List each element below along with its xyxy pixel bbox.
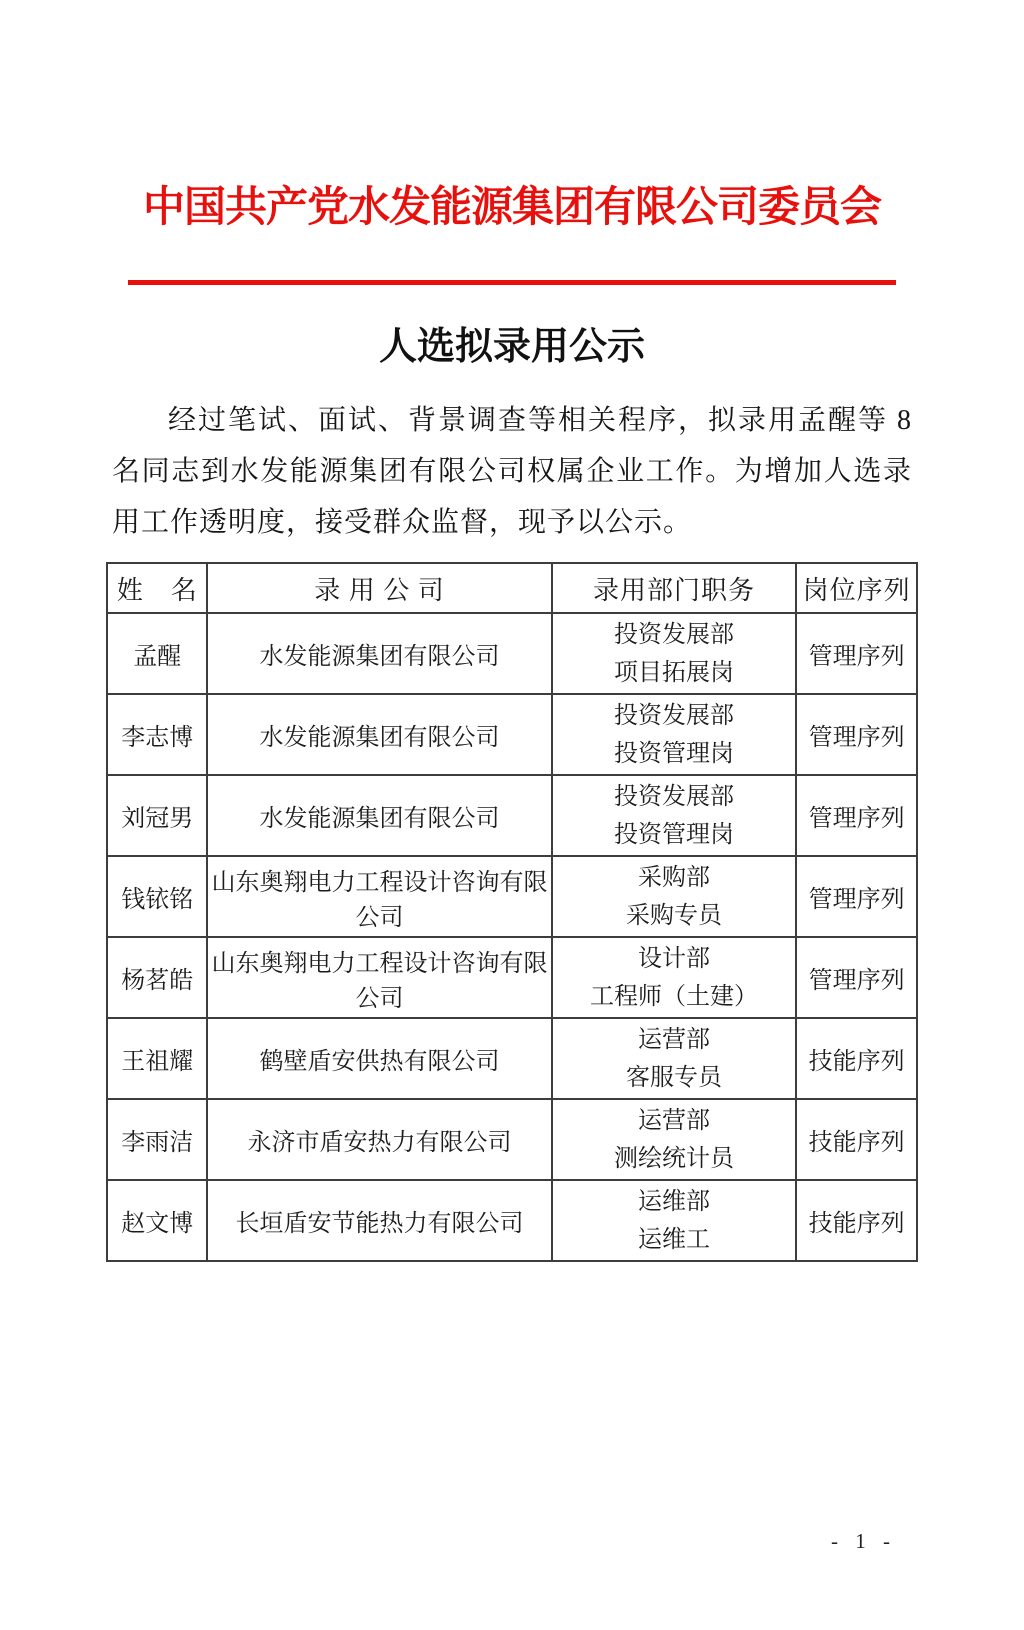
cell-sequence: 管理序列: [796, 775, 917, 856]
cell-candidate-name: 钱铱铭: [107, 856, 207, 937]
column-header-sequence: 岗位序列: [796, 563, 917, 613]
column-header-name: 姓 名: [107, 563, 207, 613]
cell-candidate-name: 孟醒: [107, 613, 207, 694]
table-header-row: [107, 563, 917, 613]
department-line: 采购部: [637, 864, 710, 891]
cell-department-position: [552, 613, 797, 694]
cell-sequence: 管理序列: [796, 613, 917, 694]
cell-candidate-name: 赵文博: [107, 1180, 207, 1261]
table-row: [107, 694, 917, 775]
table-row: [107, 1099, 917, 1180]
cell-sequence: 技能序列: [796, 1180, 917, 1261]
cell-company: 水发能源集团有限公司: [207, 613, 551, 694]
cell-candidate-name: 王祖耀: [107, 1018, 207, 1099]
table-row: [107, 856, 917, 937]
cell-company: 长垣盾安节能热力有限公司: [207, 1180, 551, 1261]
cell-sequence: 技能序列: [796, 1099, 917, 1180]
cell-department-position: [552, 1180, 797, 1261]
cell-department-position: [552, 1099, 797, 1180]
department-line: 设计部: [637, 945, 710, 972]
cell-department-position: [552, 856, 797, 937]
document-page: [0, 182, 1024, 1630]
cell-sequence: 技能序列: [796, 1018, 917, 1099]
cell-candidate-name: 杨茗皓: [107, 937, 207, 1018]
cell-company: 山东奥翔电力工程设计咨询有限公司: [207, 937, 551, 1018]
cell-sequence: 管理序列: [796, 856, 917, 937]
cell-department-position: [552, 937, 797, 1018]
cell-candidate-name: 刘冠男: [107, 775, 207, 856]
page-title: 人选拟录用公示: [378, 326, 645, 368]
cell-department-position: [552, 1018, 797, 1099]
department-line: 投资发展部: [613, 783, 734, 810]
position-line: 采购专员: [625, 902, 722, 929]
red-divider-line: [128, 280, 896, 285]
department-line: 运维部: [637, 1188, 710, 1215]
department-line: 运营部: [637, 1026, 710, 1053]
cell-candidate-name: 李志博: [107, 694, 207, 775]
position-line: 投资管理岗: [613, 821, 734, 848]
page-number: - 1 -: [831, 1529, 896, 1553]
column-header-company: 录 用 公 司: [207, 563, 551, 613]
table-row: [107, 1018, 917, 1099]
cell-company: 水发能源集团有限公司: [207, 775, 551, 856]
table-row: [107, 775, 917, 856]
position-line: 客服专员: [625, 1064, 722, 1091]
candidates-table-wrap: [106, 562, 918, 1262]
position-line: 运维工: [637, 1226, 710, 1253]
table-body: [107, 613, 917, 1261]
table-row: [107, 1180, 917, 1261]
position-line: 项目拓展岗: [613, 659, 734, 686]
cell-company: 水发能源集团有限公司: [207, 694, 551, 775]
cell-sequence: 管理序列: [796, 694, 917, 775]
department-line: 投资发展部: [613, 702, 734, 729]
cell-department-position: [552, 775, 797, 856]
cell-department-position: [552, 694, 797, 775]
cell-sequence: 管理序列: [796, 937, 917, 1018]
org-header-title: 中国共产党水发能源集团有限公司委员会: [142, 185, 881, 231]
cell-company: 永济市盾安热力有限公司: [207, 1099, 551, 1180]
table-row: [107, 613, 917, 694]
department-line: 投资发展部: [613, 621, 734, 648]
column-header-department: 录用部门职务: [552, 563, 797, 613]
table-row: [107, 937, 917, 1018]
candidates-table: [106, 562, 918, 1262]
cell-candidate-name: 李雨洁: [107, 1099, 207, 1180]
body-paragraph: 经过笔试、面试、背景调查等相关程序，拟录用孟醒等 8 名同志到水发能源集团有限公司权属企业工作。为增加人选录用工作透明度，接受群众监督，现予以公示。: [112, 405, 912, 538]
position-line: 投资管理岗: [613, 740, 734, 767]
position-line: 工程师（土建）: [589, 983, 758, 1010]
department-line: 运营部: [637, 1107, 710, 1134]
cell-company: 山东奥翔电力工程设计咨询有限公司: [207, 856, 551, 937]
cell-company: 鹤壁盾安供热有限公司: [207, 1018, 551, 1099]
position-line: 测绘统计员: [613, 1145, 734, 1172]
